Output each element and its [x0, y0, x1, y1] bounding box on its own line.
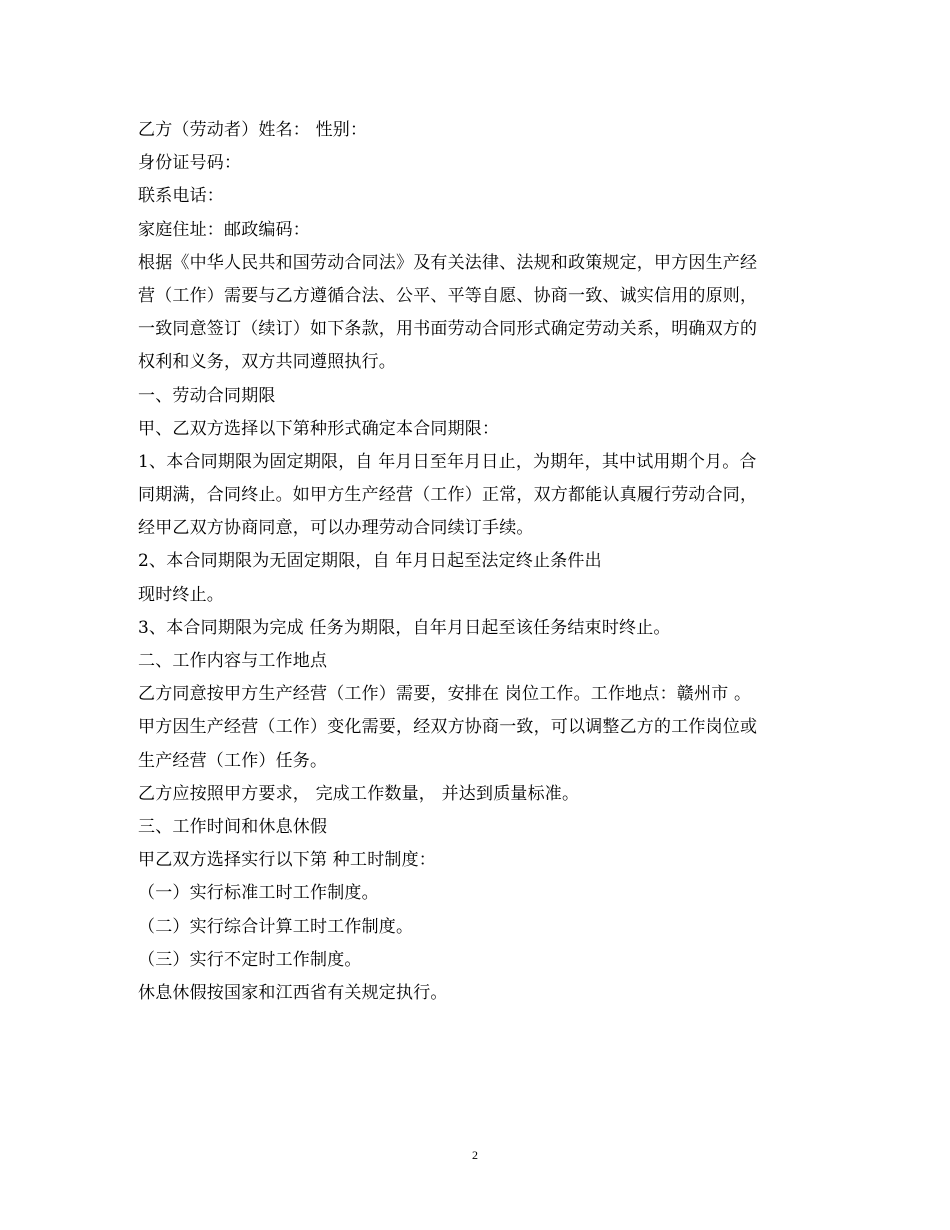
text-line: 乙方同意按甲方生产经营（工作）需要，安排在 岗位工作。工作地点：赣州市 。: [138, 684, 752, 705]
text-line: 根据《中华人民共和国劳动合同法》及有关法律、法规和政策规定，甲方因生产经: [138, 252, 758, 273]
page-number: 2: [472, 1148, 478, 1162]
document-body: [138, 114, 818, 1010]
section-heading: 二、工作内容与工作地点: [138, 651, 328, 671]
text-line: 家庭住址：邮政编码：: [138, 219, 310, 240]
text-line: 同期满，合同终止。如甲方生产经营（工作）正常，双方都能认真履行劳动合同，: [138, 485, 758, 506]
section-heading: 一、劳动合同期限: [138, 385, 276, 406]
text-line: 一致同意签订（续订）如下条款，用书面劳动合同形式确定劳动关系，明确双方的: [138, 319, 758, 340]
text-line: 甲、乙双方选择以下第种形式确定本合同期限：: [138, 418, 500, 439]
text-line: 1、本合同期限为固定期限，自 年月日至年月日止，为期年，其中试用期个月。合: [138, 451, 757, 472]
text-line: 休息休假按国家和江西省有关规定执行。: [138, 982, 448, 1003]
text-line: 乙方（劳动者）姓名： 性别：: [138, 120, 368, 140]
text-line: 身份证号码：: [138, 153, 242, 174]
list-item: （二）实行综合计算工时工作制度。: [138, 916, 414, 937]
text-line: 权利和义务，双方共同遵照执行。: [138, 352, 396, 373]
text-line: 联系电话：: [138, 186, 224, 207]
section-heading: 三、工作时间和休息休假: [138, 816, 328, 837]
text-line: 3、本合同期限为完成 任务为期限，自年月日起至该任务结束时终止。: [138, 617, 671, 638]
text-line: 现时终止。: [138, 584, 224, 605]
text-line: 甲方因生产经营（工作）变化需要，经双方协商一致，可以调整乙方的工作岗位或: [138, 717, 758, 738]
list-item: （三）实行不定时工作制度。: [138, 949, 362, 970]
text-line: 甲乙双方选择实行以下第 种工时制度：: [138, 850, 437, 871]
text-line: 生产经营（工作）任务。: [138, 750, 328, 771]
text-line: 经甲乙双方协商同意，可以办理劳动合同续订手续。: [138, 518, 534, 539]
text-line: 营（工作）需要与乙方遵循合法、公平、平等自愿、协商一致、诚实信用的原则，: [138, 285, 758, 306]
text-line: 乙方应按照甲方要求， 完成工作数量， 并达到质量标准。: [138, 783, 580, 804]
list-item: （一）实行标准工时工作制度。: [138, 883, 379, 904]
text-line: 2、本合同期限为无固定期限，自 年月日起至法定终止条件出: [138, 551, 602, 572]
